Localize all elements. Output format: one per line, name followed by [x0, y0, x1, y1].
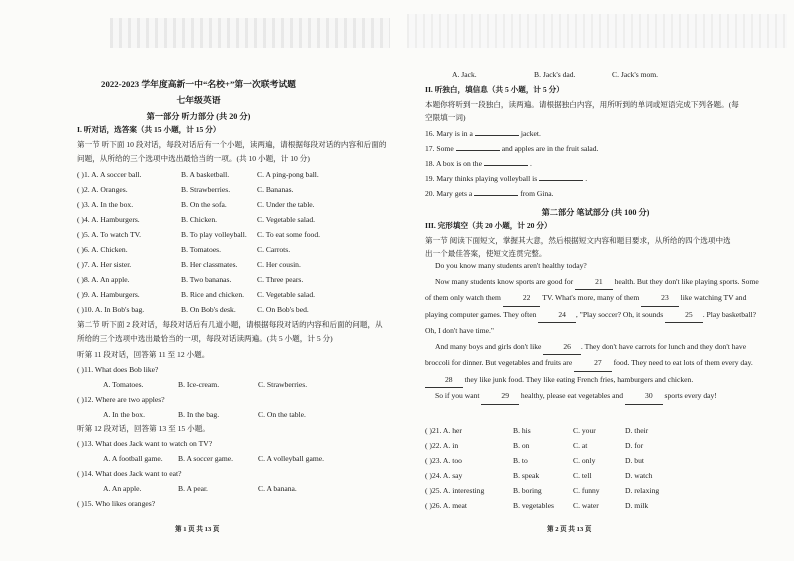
- exam-subtitle: 七年级英语: [176, 95, 221, 105]
- fill-question: [425, 143, 599, 153]
- section2-intro: 空限填一词): [425, 113, 466, 122]
- fill-question: [425, 173, 587, 183]
- page-footer: 第 2 页 共 13 页: [547, 526, 592, 533]
- option-b[interactable]: B. A soccer game.: [178, 454, 234, 463]
- answer-blank[interactable]: [475, 128, 519, 136]
- option-b[interactable]: B. On the sofa.: [181, 200, 227, 209]
- option-c[interactable]: C. On Bob's bed.: [257, 305, 309, 314]
- section2-intro: 所给的三个选项中选出最恰当的一项，每段对话读两遍。(共 5 小题，计 5 分): [77, 334, 333, 343]
- fill-question-text: 20. Mary gets a: [425, 189, 473, 198]
- option-c[interactable]: C. Under the table.: [257, 200, 315, 209]
- option-b[interactable]: B. A basketball.: [181, 170, 230, 179]
- scan-artifact: [407, 14, 787, 48]
- option-a[interactable]: A. Jack.: [452, 70, 477, 79]
- option-b[interactable]: B. In the bag.: [178, 410, 220, 419]
- blank-23[interactable]: 23: [641, 290, 679, 307]
- fill-question-text: 16. Mary is in a: [425, 129, 473, 138]
- option-d[interactable]: D. for: [625, 441, 644, 450]
- exam-title: 2022-2023 学年度高新一中“名校+”第一次联考试题: [101, 79, 296, 89]
- passage-line: So if you want 29 healthy, please eat vegetables and 30 sports every day!: [425, 388, 765, 405]
- blank-24[interactable]: 24: [538, 307, 576, 324]
- blank-26[interactable]: 26: [543, 339, 581, 356]
- option-b[interactable]: B. vegetables: [513, 501, 554, 510]
- answer-blank[interactable]: [474, 188, 518, 196]
- option-c[interactable]: C. Her cousin.: [257, 260, 301, 269]
- fill-question-text: .: [585, 174, 588, 183]
- option-b[interactable]: B. Jack's dad.: [534, 70, 576, 79]
- option-c[interactable]: C. To eat some food.: [257, 230, 321, 239]
- section1-title: I. 听对话，选答案（共 15 小题，计 15 分）: [77, 125, 221, 134]
- section2-title: II. 听独白，填信息（共 5 小题，计 5 分）: [425, 85, 564, 94]
- blank-30[interactable]: 30: [625, 388, 663, 405]
- section3-title: III. 完形填空（共 20 小题，计 20 分）: [425, 221, 552, 230]
- option-d[interactable]: D. watch: [625, 471, 653, 480]
- option-b[interactable]: B. To play volleyball.: [181, 230, 247, 239]
- question-13: ( )13. What does Jack want to watch on TV?: [77, 439, 213, 448]
- option-b[interactable]: B. Two bananas.: [181, 275, 232, 284]
- section2-intro: 本题你将听到一段独白，读两遍。请根据独白内容，用所听到的单词或短语完成下列各题。(每: [425, 100, 739, 109]
- option-c[interactable]: C. Jack's mom.: [612, 70, 659, 79]
- option-d[interactable]: D. their: [625, 426, 649, 435]
- option-a[interactable]: ( )2. A. Oranges.: [77, 185, 128, 194]
- blank-28[interactable]: 28: [425, 372, 463, 389]
- fill-question-text: .: [529, 159, 532, 168]
- answer-blank[interactable]: [484, 158, 528, 166]
- option-a[interactable]: ( )25. A. interesting: [425, 486, 485, 495]
- fill-question-text: 18. A box is on the: [425, 159, 482, 168]
- option-a[interactable]: ( )1. A. A soccer ball.: [77, 170, 142, 179]
- option-a[interactable]: ( )23. A. too: [425, 456, 462, 465]
- option-a[interactable]: ( )8. A. An apple.: [77, 275, 130, 284]
- part2-header: 第二部分 笔试部分 (共 100 分): [541, 208, 650, 217]
- option-b[interactable]: B. boring: [513, 486, 542, 495]
- option-a[interactable]: ( )6. A. Chicken.: [77, 245, 128, 254]
- option-a[interactable]: A. A football game.: [103, 454, 163, 463]
- option-a[interactable]: ( )7. A. Her sister.: [77, 260, 132, 269]
- option-a[interactable]: A. An apple.: [103, 484, 142, 493]
- option-c[interactable]: C. tell: [573, 471, 592, 480]
- option-c[interactable]: C. On the table.: [258, 410, 306, 419]
- option-c[interactable]: C. Vegetable salad.: [257, 215, 316, 224]
- option-c[interactable]: C. A volleyball game.: [258, 454, 325, 463]
- blank-22[interactable]: 22: [503, 290, 541, 307]
- option-b[interactable]: B. speak: [513, 471, 540, 480]
- passage-line: And many boys and girls don't like 26 . They don't have carrots for lunch and they don't have broccoli for dinner. But vegetables and fruits are 27 food. They need to eat lots of them every day. 28 they like junk food. They like eating French fries, hamburgers and chicken.: [425, 339, 765, 389]
- page-footer: 第 1 页 共 13 页: [175, 526, 220, 533]
- blank-29[interactable]: 29: [481, 388, 519, 405]
- right-page: [397, 0, 794, 561]
- option-a[interactable]: ( )4. A. Hamburgers.: [77, 215, 140, 224]
- fill-question-text: and apples are in the fruit salad.: [501, 144, 599, 153]
- option-b[interactable]: B. his: [513, 426, 531, 435]
- option-c[interactable]: C. only: [573, 456, 596, 465]
- cloze-passage: [425, 258, 765, 405]
- option-c[interactable]: C. A banana.: [258, 484, 297, 493]
- fill-question: [425, 188, 554, 198]
- part1-header: 第一部分 听力部分 (共 20 分): [146, 112, 251, 121]
- option-b[interactable]: B. on: [513, 441, 530, 450]
- passage-line: Now many students know sports are good for 21 health. But they don't like playing sports. Some of them only watch them 22 TV. What's more, many of them 23 like watching TV and playing computer games. They often 24 , "Play soccer? Oh, it sounds 25 . Play basketball? Oh, I don't have time.": [425, 274, 765, 339]
- blank-25[interactable]: 25: [665, 307, 703, 324]
- option-c[interactable]: C. at: [573, 441, 588, 450]
- option-b[interactable]: B. A pear.: [178, 484, 208, 493]
- section1-intro: 问题，从所给的三个选项中选出最恰当的一项。(共 10 小题，计 10 分): [77, 154, 310, 163]
- option-b[interactable]: B. to: [513, 456, 528, 465]
- blank-21[interactable]: 21: [575, 274, 613, 291]
- dialog1-label: 听第 11 段对话，回答第 11 至 12 小题。: [77, 350, 210, 359]
- option-b[interactable]: B. Strawberries.: [181, 185, 231, 194]
- option-a[interactable]: A. In the box.: [103, 410, 145, 419]
- question-12: ( )12. Where are two apples?: [77, 395, 165, 404]
- fill-question: [425, 158, 532, 168]
- question-11: ( )11. What does Bob like?: [77, 365, 159, 374]
- option-c[interactable]: C. A ping-pong ball.: [257, 170, 319, 179]
- dialog2-label: 听第 12 段对话，回答第 13 至 15 小题。: [77, 424, 210, 433]
- fill-question-text: jacket.: [520, 129, 541, 138]
- option-b[interactable]: B. Ice-cream.: [178, 380, 220, 389]
- option-c[interactable]: C. Bananas.: [257, 185, 294, 194]
- option-c[interactable]: C. Carrots.: [257, 245, 291, 254]
- question-14: ( )14. What does Jack want to eat?: [77, 469, 182, 478]
- option-b[interactable]: B. Rice and chicken.: [181, 290, 245, 299]
- option-a[interactable]: A. Tomatoes.: [103, 380, 144, 389]
- option-a[interactable]: ( )21. A. her: [425, 426, 462, 435]
- option-a[interactable]: ( )9. A. Hamburgers.: [77, 290, 140, 299]
- fill-question-text: from Gina.: [520, 189, 554, 198]
- section3-intro: 第一节 阅读下面短文，掌握其大意，然后根据短文内容和题目要求，从所给的四个选项中选: [425, 236, 731, 245]
- section3-intro: 出一个最佳答案，使短文连贯完整。: [425, 249, 547, 258]
- option-c[interactable]: C. your: [573, 426, 596, 435]
- option-a[interactable]: ( )3. A. In the box.: [77, 200, 134, 209]
- option-a[interactable]: ( )26. A. meat: [425, 501, 467, 510]
- option-c[interactable]: C. funny: [573, 486, 600, 495]
- option-a[interactable]: ( )24. A. say: [425, 471, 463, 480]
- question-15: ( )15. Who likes oranges?: [77, 499, 156, 508]
- fill-question: [425, 128, 541, 138]
- option-a[interactable]: ( )10. A. In Bob's bag.: [77, 305, 145, 314]
- fill-question-text: 19. Mary thinks playing volleyball is: [425, 174, 538, 183]
- option-b[interactable]: B. Tomatoes.: [181, 245, 222, 254]
- option-a[interactable]: ( )22. A. in: [425, 441, 459, 450]
- fill-question-text: 17. Some: [425, 144, 454, 153]
- option-b[interactable]: B. On Bob's desk.: [181, 305, 236, 314]
- option-c[interactable]: C. Vegetable salad.: [257, 290, 316, 299]
- option-a[interactable]: ( )5. A. To watch TV.: [77, 230, 142, 239]
- answer-blank[interactable]: [539, 173, 583, 181]
- option-d[interactable]: D. milk: [625, 501, 649, 510]
- option-c[interactable]: C. Three pears.: [257, 275, 304, 284]
- option-c[interactable]: C. water: [573, 501, 599, 510]
- blank-27[interactable]: 27: [574, 355, 612, 372]
- option-d[interactable]: D. but: [625, 456, 644, 465]
- option-d[interactable]: D. relaxing: [625, 486, 660, 495]
- section2-intro: 第二节 听下面 2 段对话，每段对话后有几道小题，请根据每段对话的内容和后面的问题，从: [77, 320, 383, 329]
- section1-intro: 第一节 听下面 10 段对话，每段对话后有一个小题，读两遍，请根据每段对话的内容和后面的: [77, 140, 387, 149]
- option-b[interactable]: B. Chicken.: [181, 215, 218, 224]
- passage-line: Do you know many students aren't healthy today?: [435, 261, 587, 270]
- option-b[interactable]: B. Her classmates.: [181, 260, 238, 269]
- scan-artifact: [110, 18, 390, 48]
- option-c[interactable]: C. Strawberries.: [258, 380, 308, 389]
- answer-blank[interactable]: [456, 143, 500, 151]
